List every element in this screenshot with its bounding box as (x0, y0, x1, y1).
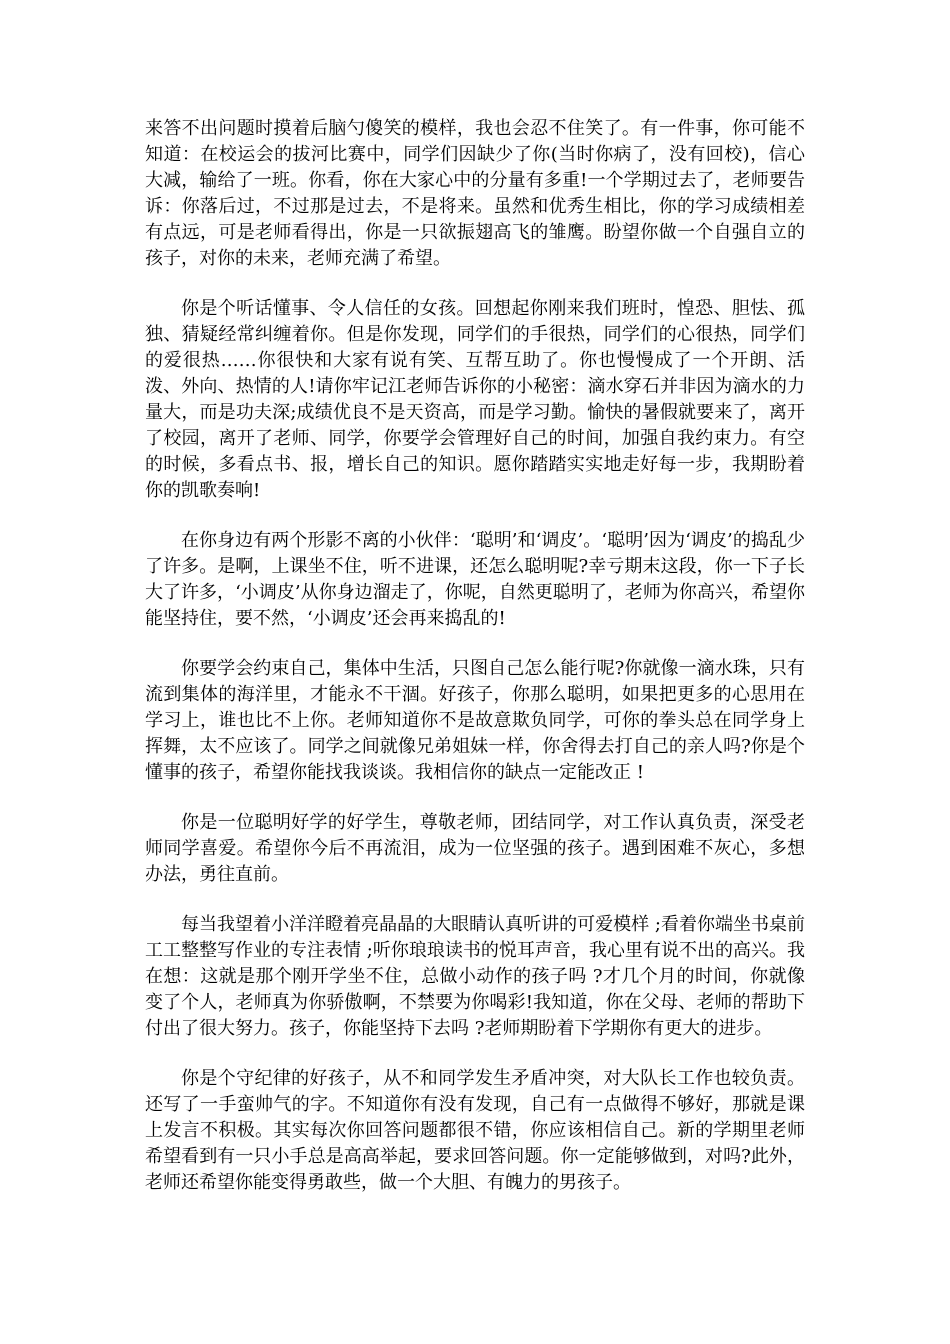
document-body (145, 116, 805, 1220)
paragraph-4: 你要学会约束自己，集体中生活，只图自己怎么能行呢?你就像一滴水珠，只有流到集体的海洋里，才能永不干涸。好孩子，你那么聪明，如果把更多的心思用在学习上，谁也比不上你。老师知道你不是故意欺负同学，可你的拳头总在同学身上挥舞，太不应该了。同学之间就像兄弟姐妹一样，你舍得去打自己的亲人吗?你是个懂事的孩子，希望你能找我谈谈。我相信你的缺点一定能改正 ! (145, 658, 805, 783)
paragraph-7: 你是个守纪律的好孩子，从不和同学发生矛盾冲突，对大队长工作也较负责。还写了一手蛮帅气的字。不知道你有没有发现，自己有一点做得不够好，那就是课上发言不积极。其实每次你回答问题都很不错，你应该相信自己。新的学期里老师希望看到有一只小手总是高高举起，要求回答问题。你一定能够做到，对吗?此外，老师还希望你能变得勇敢些，做一个大胆、有魄力的男孩子。 (145, 1068, 805, 1193)
paragraph-1: 来答不出问题时摸着后脑勺傻笑的模样，我也会忍不住笑了。有一件事，你可能不知道：在校运会的拔河比赛中，同学们因缺少了你(当时你病了，没有回校)，信心大减，输给了一班。你看，你在大家心中的分量有多重!一个学期过去了，老师要告诉：你落后过，不过那是过去，不是将来。虽然和优秀生相比，你的学习成绩相差有点远，可是老师看得出，你是一只欲振翅高飞的雏鹰。盼望你做一个自强自立的孩子，对你的未来，老师充满了希望。 (145, 118, 805, 269)
paragraph-5: 你是一位聪明好学的好学生，尊敬老师，团结同学，对工作认真负责，深受老师同学喜爱。希望你今后不再流泪，成为一位坚强的孩子。遇到困难不灰心，多想办法，勇往直前。 (145, 812, 805, 885)
paragraph-2: 你是个听话懂事、令人信任的女孩。回想起你刚来我们班时，惶恐、胆怯、孤独、猜疑经常纠缠着你。但是你发现，同学们的手很热，同学们的心很热，同学们的爱很热……你很快和大家有说有笑、互帮互助了。你也慢慢成了一个开朗、活泼、外向、热情的人!请你牢记江老师告诉你的小秘密：滴水穿石并非因为滴水的力量大，而是功夫深;成绩优良不是天资高，而是学习勤。愉快的暑假就要来了，离开了校园，离开了老师、同学，你要学会管理好自己的时间，加强自我约束力。有空的时候，多看点书、报，增长自己的知识。愿你踏踏实实地走好每一步，我期盼着你的凯歌奏响! (145, 298, 805, 501)
paragraph-6: 每当我望着小洋洋瞪着亮晶晶的大眼睛认真听讲的可爱模样 ;看着你端坐书桌前工工整整写作业的专注表情 ;听你琅琅读书的悦耳声音，我心里有说不出的高兴。我在想：这就是那个刚开学坐不住，总做小动作的孩子吗 ?才几个月的时间，你就像变了个人，老师真为你骄傲啊，不禁要为你喝彩!我知道，你在父母、老师的帮助下付出了很大努力。孩子，你能坚持下去吗 ?老师期盼着下学期你有更大的进步。 (145, 914, 805, 1039)
paragraph-3: 在你身边有两个形影不离的小伙伴：‘聪明’和‘调皮’。‘聪明’因为‘调皮’的捣乱少了许多。是啊，上课坐不住，听不进课，还怎么聪明呢?幸亏期末这段，你一下子长大了许多，‘小调皮’从你身边溜走了，你呢，自然更聪明了，老师为你高兴，希望你能坚持住，要不然，‘小调皮’还会再来捣乱的! (145, 530, 805, 629)
